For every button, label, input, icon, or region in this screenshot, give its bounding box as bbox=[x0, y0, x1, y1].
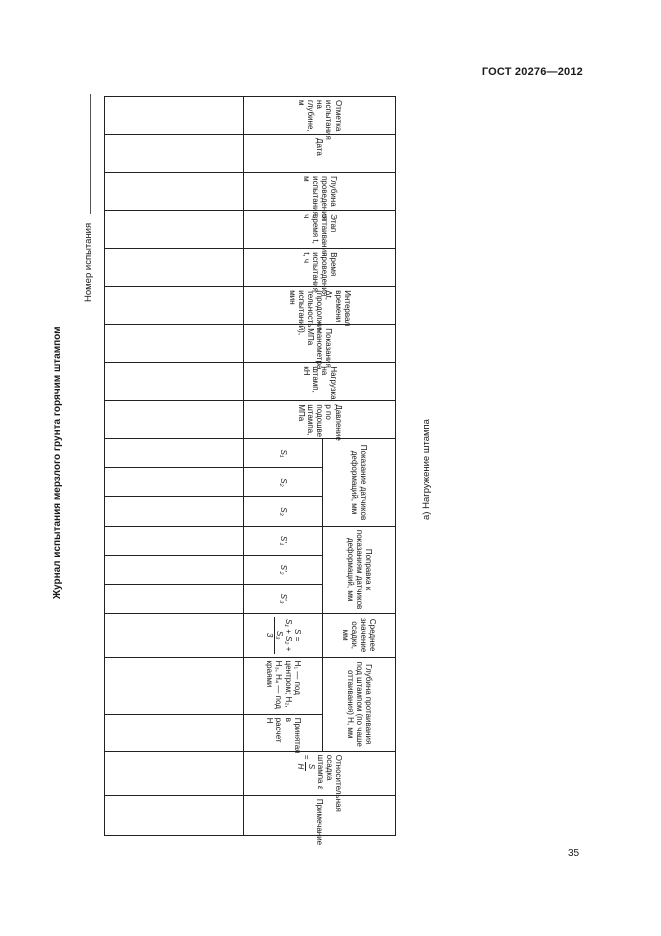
relative-formula-fraction bbox=[296, 762, 315, 771]
mean-formula-lhs: S = bbox=[293, 629, 303, 642]
table-row bbox=[105, 97, 244, 836]
journal-title: Журнал испытания мерзлого грунта горячим штампом bbox=[52, 326, 63, 599]
cell-pressure[interactable] bbox=[105, 401, 244, 439]
cell-correction-s1[interactable] bbox=[105, 526, 244, 555]
gauge-s3: S₃ bbox=[244, 497, 323, 526]
cell-gauge-s2[interactable] bbox=[105, 468, 244, 497]
cell-thaw-stage[interactable] bbox=[105, 211, 244, 249]
standard-header: ГОСТ 20276—2012 bbox=[481, 66, 583, 78]
cell-date[interactable] bbox=[105, 135, 244, 173]
cell-correction-s2[interactable] bbox=[105, 555, 244, 584]
gauges-group-header: Показание датчиков деформаций, мм bbox=[323, 439, 396, 526]
cell-correction-s3[interactable] bbox=[105, 584, 244, 613]
correction-s3: S′₃ bbox=[244, 584, 323, 613]
relative-settlement-label: Относительная осадка штампа bbox=[315, 754, 344, 812]
relative-formula-denominator: H bbox=[296, 763, 306, 770]
col-mark-header: Отметка испытания на глубине, м bbox=[244, 97, 396, 135]
correction-s2: S′₂ bbox=[244, 555, 323, 584]
relative-formula-lhs: ε = bbox=[301, 754, 325, 790]
mean-formula-numerator: S₁ + S₂ + S₃ bbox=[274, 617, 293, 654]
relative-settlement-header bbox=[244, 751, 396, 812]
col-thaw-stage-header: Этап оттаивания, время t, ч bbox=[244, 211, 396, 249]
cell-mark[interactable] bbox=[105, 97, 244, 135]
test-number-field-line bbox=[90, 94, 91, 214]
journal-table bbox=[104, 96, 396, 846]
cell-manometer[interactable] bbox=[105, 325, 244, 363]
cell-relative-settlement[interactable] bbox=[105, 751, 244, 795]
gauge-s2: S₂ bbox=[244, 468, 323, 497]
col-interval-header: Интервал времени Δt, (продолжи-тельность испытаний), мин bbox=[244, 287, 396, 325]
mean-formula-fraction bbox=[264, 617, 293, 654]
cell-thaw-depth-points[interactable] bbox=[105, 657, 244, 714]
thaw-depth-group-header: Глубина протаивания под штампом (по чаше оттаивания) H, мм bbox=[323, 657, 396, 751]
cell-test-time[interactable] bbox=[105, 249, 244, 287]
thaw-depth-points-header: H₁ — под центром; H₂, H₃, H₄ — под краями bbox=[244, 657, 323, 714]
mean-formula-denominator: 3 bbox=[264, 632, 274, 638]
gauge-s1: S₁ bbox=[244, 439, 323, 468]
cell-thaw-depth-used[interactable] bbox=[105, 714, 244, 751]
page-number: 35 bbox=[568, 848, 580, 859]
cell-mean-settlement[interactable] bbox=[105, 613, 244, 657]
cell-depth[interactable] bbox=[105, 173, 244, 211]
cell-gauge-s3[interactable] bbox=[105, 497, 244, 526]
col-test-time-header: Время проведения испытания t, ч bbox=[244, 249, 396, 287]
mean-formula-cell bbox=[244, 613, 323, 657]
col-manometer-header: Показания манометра, МПа bbox=[244, 325, 396, 363]
mean-settlement-group-header: Среднее значение осадки, мм bbox=[323, 613, 396, 657]
col-notes-header: Примечание bbox=[244, 795, 396, 835]
correction-s1: S′₁ bbox=[244, 526, 323, 555]
col-pressure-header: Давление р по подошве штампа, МПа bbox=[244, 401, 396, 439]
col-load-header: Нагрузка на штамп, кН bbox=[244, 363, 396, 401]
journal-table-rotated bbox=[104, 96, 396, 846]
col-depth-header: Глубина проведения испытания, м bbox=[244, 173, 396, 211]
col-date-header: Дата bbox=[244, 135, 396, 173]
test-number-label: Номер испытания bbox=[83, 222, 94, 302]
cell-interval[interactable] bbox=[105, 287, 244, 325]
thaw-depth-used-header: Принятая в расчет H bbox=[244, 714, 323, 751]
corrections-group-header: Поправка к показаниям датчиков деформаций, мм bbox=[323, 526, 396, 613]
cell-notes[interactable] bbox=[105, 795, 244, 835]
cell-gauge-s1[interactable] bbox=[105, 439, 244, 468]
relative-formula-numerator: S bbox=[306, 763, 316, 770]
cell-load[interactable] bbox=[105, 363, 244, 401]
figure-caption: а) Нагружение штампа bbox=[421, 419, 432, 520]
